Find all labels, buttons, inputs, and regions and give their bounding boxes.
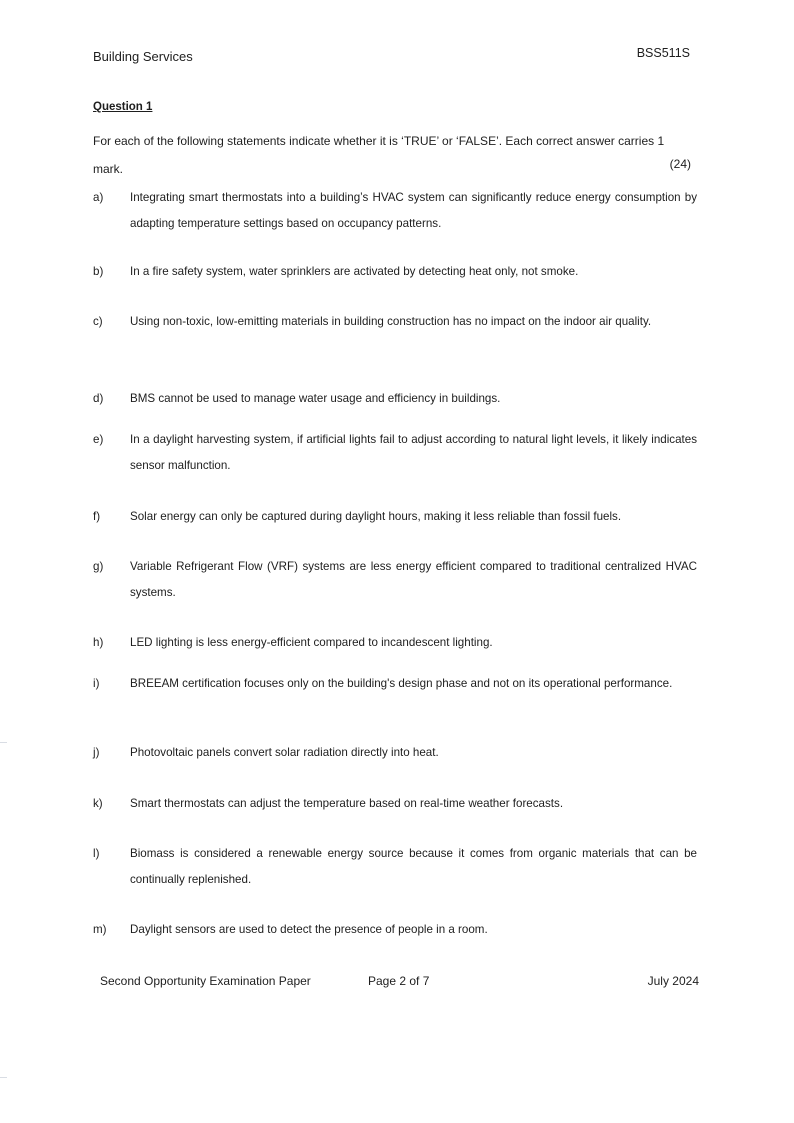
footer-paper-title: Second Opportunity Examination Paper — [100, 974, 311, 988]
statement-label: k) — [93, 797, 103, 810]
course-code: BSS511S — [636, 46, 690, 60]
question-marks: (24) — [669, 157, 691, 171]
statement-label: m) — [93, 923, 107, 936]
statement-text: Integrating smart thermostats into a building’s HVAC system can significantly reduce energy consumption by adapting temperature settings based on occupancy patterns. — [130, 191, 697, 230]
scan-edge-mark — [0, 1077, 7, 1078]
footer-page-number: Page 2 of 7 — [368, 974, 430, 988]
statement-text: Smart thermostats can adjust the temperature based on real-time weather forecasts. — [130, 797, 564, 810]
question-instruction: For each of the following statements indicate whether it is ‘TRUE’ or ‘FALSE’. Each correct answer carries 1 mark. — [93, 134, 665, 176]
statement-label: a) — [93, 191, 104, 204]
statement-label: i) — [93, 677, 100, 690]
footer-date: July 2024 — [647, 974, 699, 988]
statement-text: Photovoltaic panels convert solar radiation directly into heat. — [130, 746, 439, 759]
statement-label: f) — [93, 510, 101, 523]
question-title: Question 1 — [93, 101, 153, 113]
statement-text: Variable Refrigerant Flow (VRF) systems are less energy efficient compared to traditional centralized HVAC systems. — [130, 560, 697, 599]
statement-text: Biomass is considered a renewable energy source because it comes from organic materials that can be continually replenished. — [130, 847, 697, 886]
statement-label: d) — [93, 392, 104, 405]
statement-text: Daylight sensors are used to detect the presence of people in a room. — [130, 923, 488, 936]
statement-text: Solar energy can only be captured during daylight hours, making it less reliable than fossil fuels. — [130, 510, 622, 523]
statement-label: h) — [93, 636, 104, 649]
statement-label: c) — [93, 315, 103, 328]
statement-text: Using non-toxic, low-emitting materials in building construction has no impact on the indoor air quality. — [130, 315, 652, 328]
statement-label: j) — [93, 746, 100, 759]
statement-label: e) — [93, 433, 104, 446]
scan-edge-mark — [0, 742, 7, 743]
statement-text: BREEAM certification focuses only on the building's design phase and not on its operational performance. — [130, 677, 673, 690]
statement-label: g) — [93, 560, 104, 573]
statement-label: l) — [93, 847, 100, 860]
statement-text: BMS cannot be used to manage water usage and efficiency in buildings. — [130, 392, 501, 405]
statement-text: In a fire safety system, water sprinklers are activated by detecting heat only, not smoke. — [130, 265, 579, 278]
course-name: Building Services — [93, 49, 193, 64]
statement-label: b) — [93, 265, 104, 278]
statement-text: LED lighting is less energy-efficient compared to incandescent lighting. — [130, 636, 493, 649]
question-instruction-block — [93, 127, 691, 183]
statement-text: In a daylight harvesting system, if artificial lights fail to adjust according to natural light levels, it likely indicates sensor malfunction. — [130, 433, 697, 472]
